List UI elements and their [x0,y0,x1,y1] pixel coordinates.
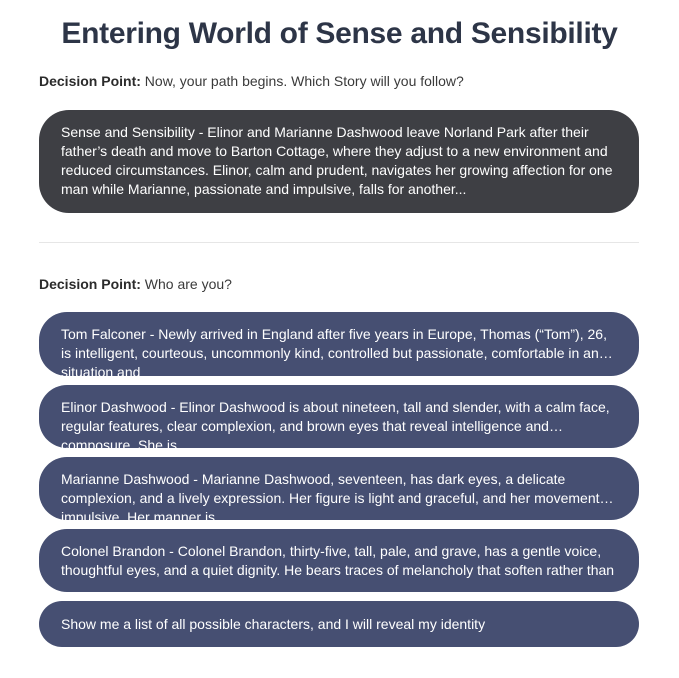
character-option-elinor-dashwood[interactable] [39,385,639,453]
character-option-colonel-brandon[interactable] [39,529,639,592]
decision-point-label: Decision Point: [39,73,141,89]
character-option-text: Marianne Dashwood - Marianne Dashwood, seventeen, has dark eyes, a delicate complexion, and a lively expression. Her figure is light and graceful, and her movements impulsive. Her manner is [61,471,607,525]
character-option-marianne-dashwood[interactable] [39,457,639,525]
section-divider [39,242,639,243]
reveal-identity-text: Show me a list of all possible characters, and I will reveal my identity [61,616,486,632]
decision-point-prompt: Now, your path begins. Which Story will you follow? [144,73,464,89]
character-option-text: Elinor Dashwood - Elinor Dashwood is about nineteen, tall and slender, with a calm face, regular features, clear complexion, and brown eyes that reveal intelligence and composure. She is [61,399,610,453]
character-option-tom-falconer[interactable] [39,312,639,380]
story-option-text: Sense and Sensibility - Elinor and Marianne Dashwood leave Norland Park after their father’s death and move to Barton Cottage, where they adjust to a new environment and reduced circumstances. Elinor, calm and prudent, navigates her growing affection for one man while Marianne, passionate and impulsive, falls for another... [61,124,613,197]
decision-point-label: Decision Point: [39,276,141,292]
decision-point-character [39,275,232,293]
character-option-text: Colonel Brandon - Colonel Brandon, thirty-five, tall, pale, and grave, has a gentle voice, thoughtful eyes, and a quiet dignity. He bears traces of melancholy that soften rather than [61,543,615,578]
character-option-text: Tom Falconer - Newly arrived in England after five years in Europe, Thomas (“Tom”), 26, is intelligent, courteous, uncommonly kind, controlled but passionate, comfortable in any situation and [61,326,607,380]
page-title: Entering World of Sense and Sensibility [61,17,618,50]
decision-point-story [39,72,464,90]
decision-point-prompt: Who are you? [144,276,232,292]
reveal-identity-option[interactable] [39,601,639,647]
story-option-sense-and-sensibility[interactable] [39,110,639,213]
